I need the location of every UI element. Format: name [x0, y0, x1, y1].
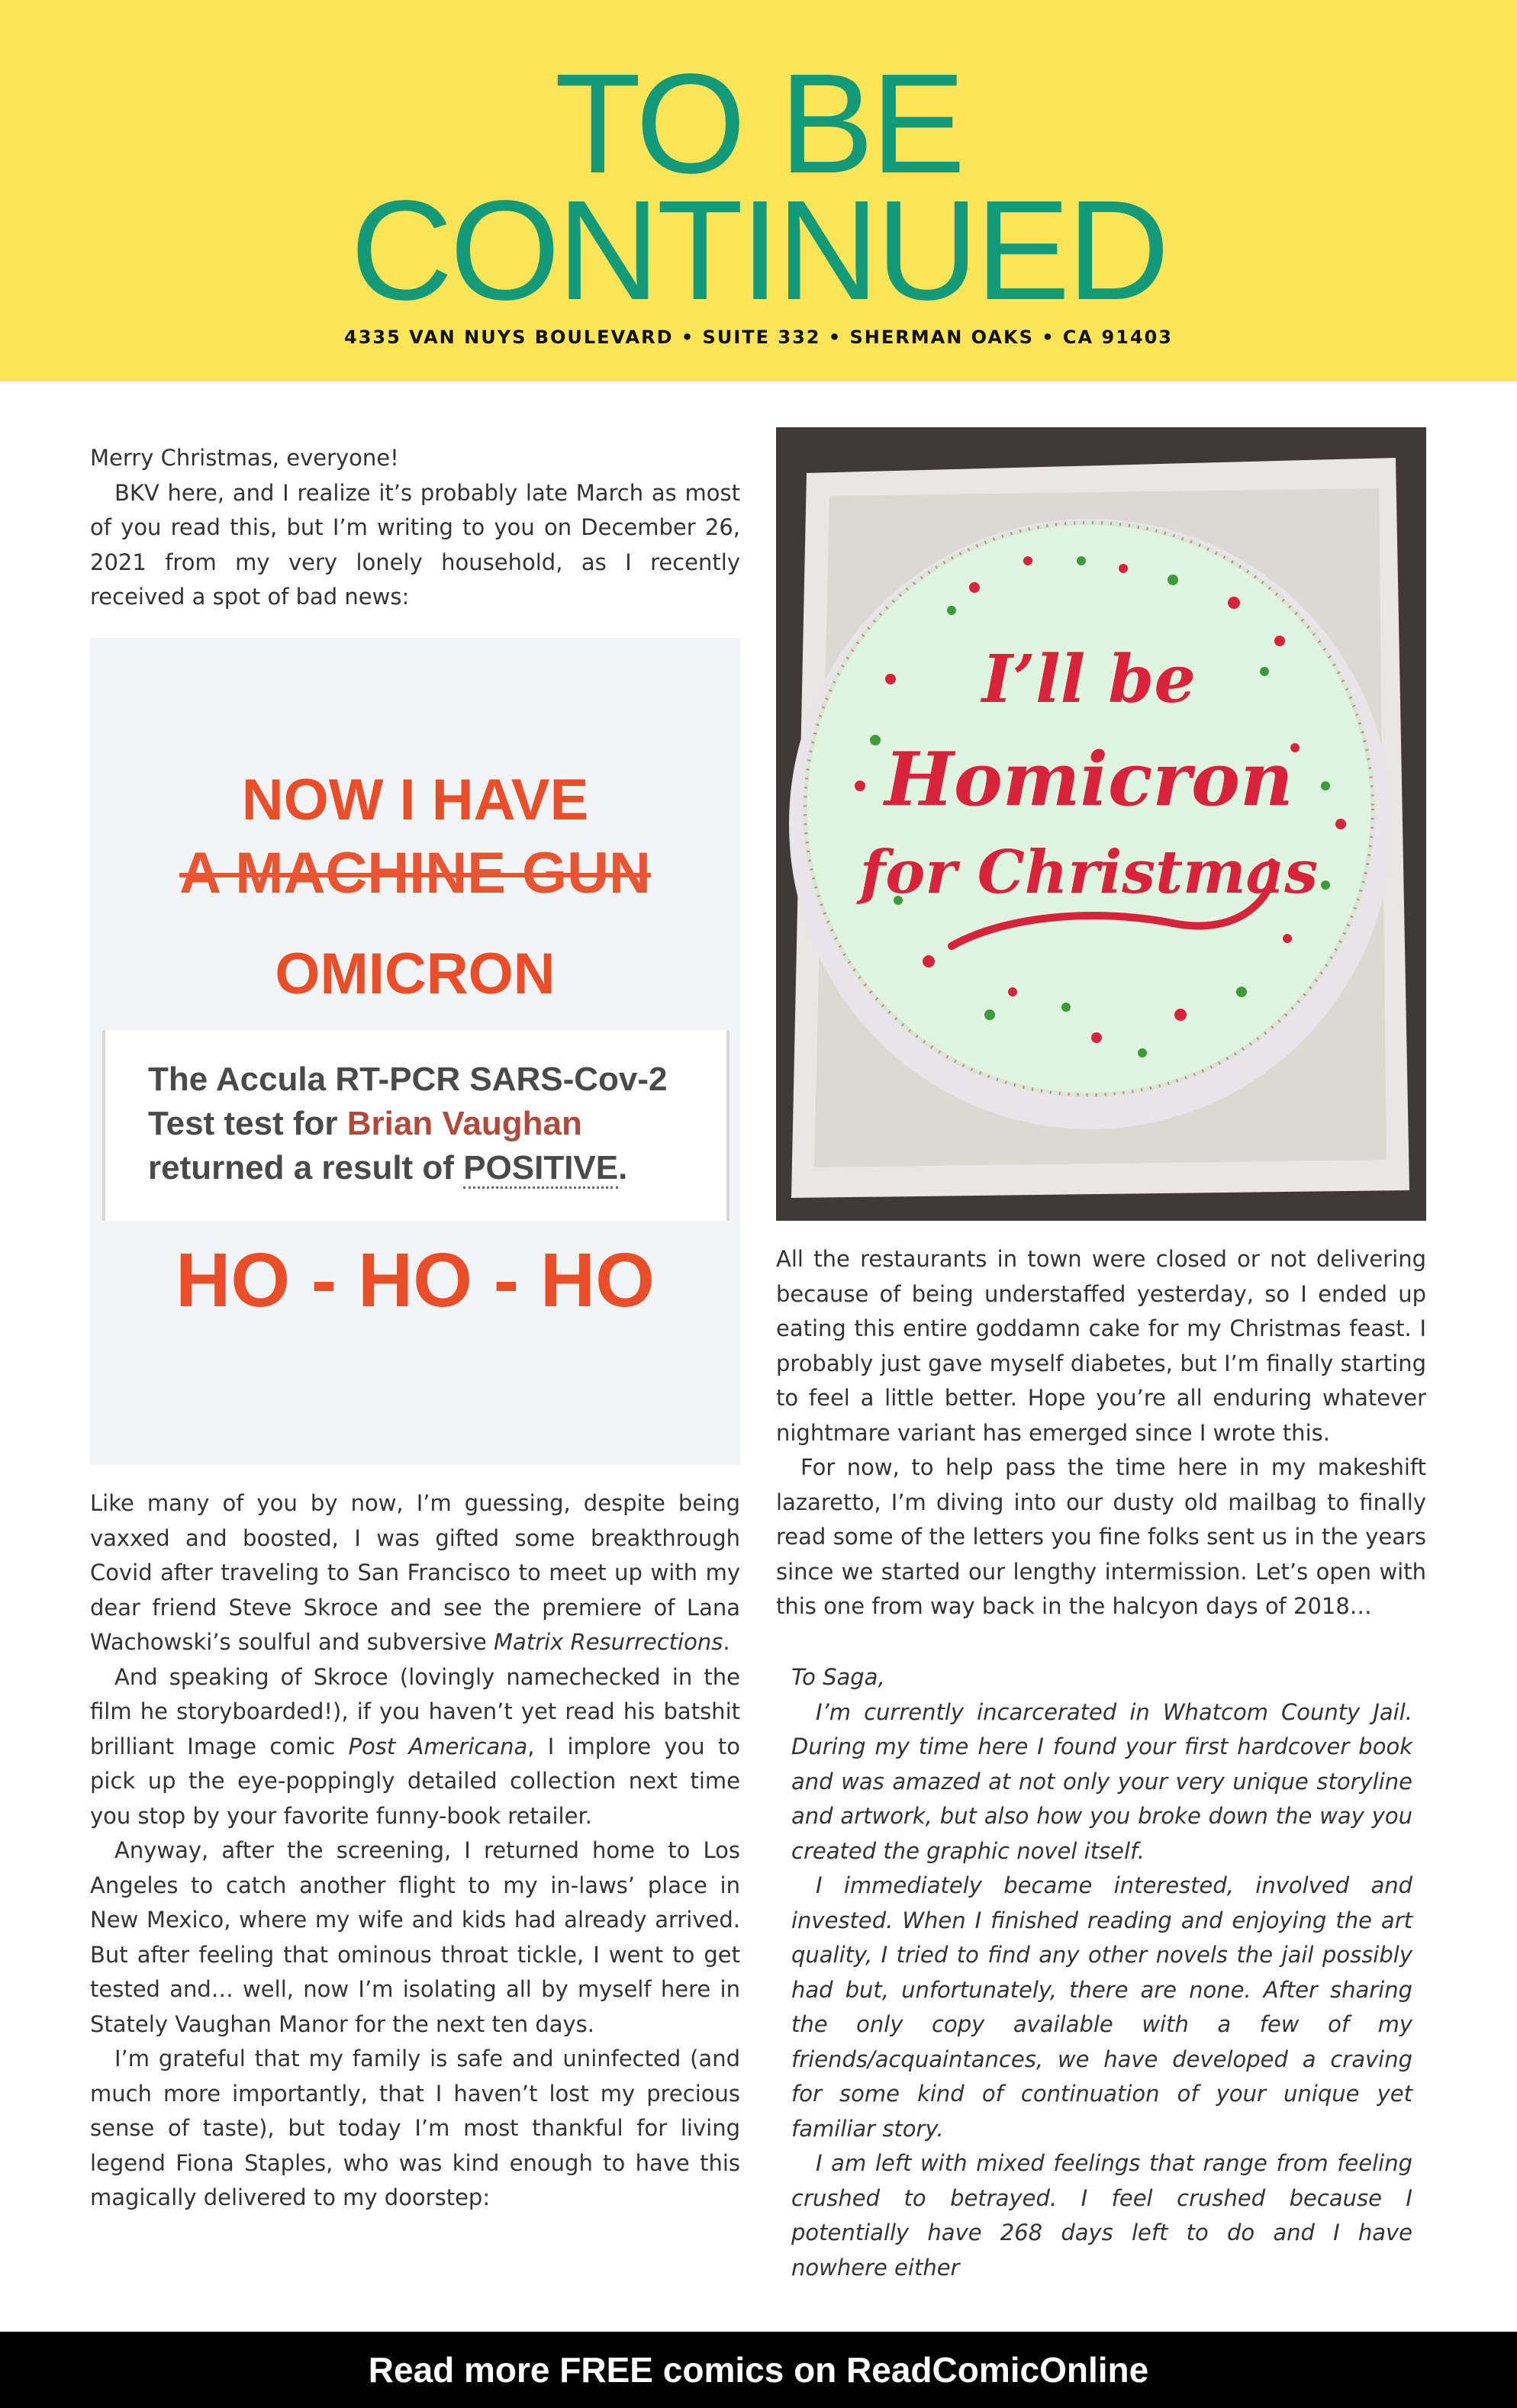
comic-title: Post Americana [348, 1733, 528, 1759]
p2-text-a: And speaking of Skroce (lovingly namechecked in the film he storyboarded!), if you haven’t yet read his batshit brilliant Image comic [90, 1663, 740, 1759]
title-line-2: CONTINUED [350, 172, 1167, 330]
result-prefix: The Accula RT-PCR SARS-Cov-2 Test test for [148, 1061, 668, 1142]
greeting: Merry Christmas, everyone! [90, 445, 399, 471]
p2-text-b: , I implore you to pick up the eye-poppingly detailed collection next time you stop by your favorite funny-book retailer. [90, 1733, 740, 1829]
now-i-have-text: NOW I HAVE [241, 768, 589, 832]
omicron-text: OMICRON [275, 942, 556, 1006]
film-title: Matrix Resurrections [494, 1629, 723, 1655]
paragraph: I’m grateful that my family is safe and uninfected (and much more importantly, that I haven’t lost my precious sense of taste), but today I’m most thankful for living legend Fiona Staples, who was kind enough to have this magically delivered to my doorstep: [90, 2046, 740, 2210]
patient-name: Brian Vaughan [346, 1105, 582, 1142]
cake-photo [776, 427, 1426, 1221]
result-value: POSITIVE [463, 1149, 618, 1189]
reader-letter [791, 1660, 1412, 2285]
left-column-body [90, 1486, 740, 2216]
paragraph: Anyway, after the screening, I returned home to Los Angeles to catch another flight to my in-laws’ place in New Mexico, where my wife and kids had already arrived. But after feeling that ominous throat tickle, I went to get tested and… well, now I’m isolating all by myself here in Stately Vaughan Manor for the next ten days. [90, 1837, 740, 2037]
cake-illustration [776, 427, 1426, 1221]
ho-ho-ho-text: HO - HO - HO [176, 1238, 655, 1323]
masthead [0, 0, 1517, 381]
letter-paragraph: I’m currently incarcerated in Whatcom County Jail. During my time here I found your first hardcover book and was amazed at not only your very unique storyline and artwork, but also how you broke down the way you created the graphic novel itself. [791, 1698, 1412, 1864]
footer-banner: Read more FREE comics on ReadComicOnline [0, 2332, 1517, 2408]
intro-text [90, 441, 740, 615]
title-line-1: TO BE [554, 45, 963, 203]
cake-text-line-3: for Christmas [859, 838, 1319, 907]
letter-salutation: To Saga, [791, 1664, 885, 1690]
letter-paragraph: I immediately became interested, involved and invested. When I finished reading and enjoying the art quality, I tried to find any other novels the jail possibly had but, unfortunately, there are none. After sharing the only copy available with a few of my friends/acquaintances, we have developed a craving for some kind of continuation of your unique yet familiar story. [791, 1872, 1412, 2142]
result-end: . [618, 1149, 628, 1186]
mailing-address: 4335 VAN NUYS BOULEVARD • SUITE 332 • SHERMAN OAKS • CA 91403 [344, 327, 1173, 348]
right-column-body [776, 1242, 1426, 1624]
letter-paragraph: I am left with mixed feelings that range from feeling crushed to betrayed. I feel crushed because I potentially have 268 days left to do and I have nowhere either [791, 2150, 1412, 2281]
paragraph: For now, to help pass the time here in my makeshift lazaretto, I’m diving into our dusty old mailbag to finally read some of the letters you fine folks sent us in the years since we started our lengthy intermission. Let’s open with this one from way back in the halcyon days of 2018… [776, 1454, 1426, 1619]
covid-result-image [90, 638, 740, 1465]
paragraph [90, 1486, 740, 1660]
intro-paragraph: BKV here, and I realize it’s probably late March as most of you read this, but I’m writing to you on December 26, 2021 from my very lonely household, as I recently received a spot of bad news: [90, 479, 740, 610]
cake-text-line-2: Homicron [884, 736, 1293, 823]
struck-machine-gun-text: A MACHINE GUN [179, 841, 651, 906]
test-result-box [102, 1030, 730, 1221]
paragraph [90, 1660, 740, 1834]
cake-text-line-1: I’ll be [981, 641, 1197, 718]
paragraph: All the restaurants in town were closed or not delivering because of being understaffed yesterday, so I ended up eating this entire goddamn cake for my Christmas feast. I probably just gave myself diabetes, but I’m finally starting to feel a little better. Hope you’re all enduring whatever nightmare variant has emerged since I wrote this. [776, 1246, 1426, 1446]
p1-text-b: . [723, 1629, 730, 1655]
p1-text-a: Like many of you by now, I’m guessing, despite being vaxxed and boosted, I was gifted some breakthrough Covid after traveling to San Francisco to meet up with my dear friend Steve Skroce and see the premiere of Lana Wachowski’s soulful and subversive [90, 1490, 740, 1655]
result-mid: returned a result of [148, 1149, 464, 1186]
